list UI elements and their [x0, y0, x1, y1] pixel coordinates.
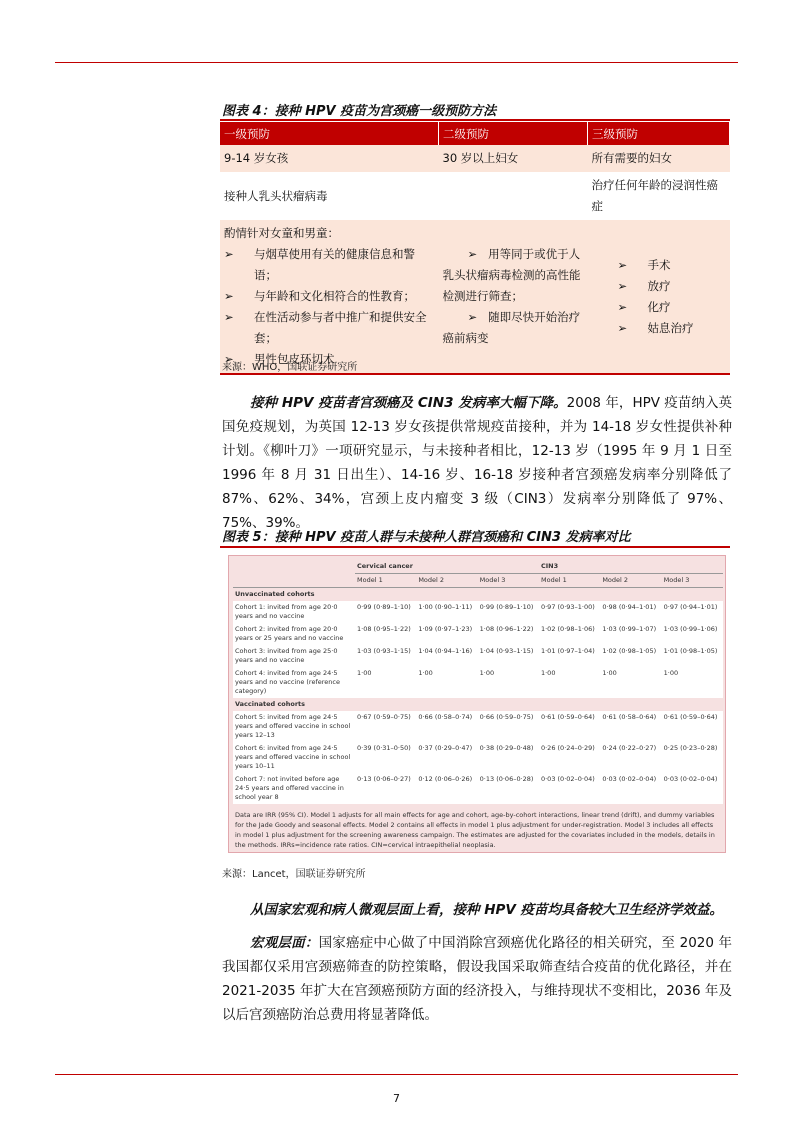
paragraph-lead: 宏观层面： [250, 935, 319, 951]
irr-value: 1·04 (0·94–1·16) [416, 645, 477, 667]
irr-value: 0·13 (0·06–0·27) [355, 773, 416, 804]
paragraph-macro [222, 931, 732, 1027]
cell: 9-14 岁女孩 [220, 145, 439, 172]
irr-value: 0·97 (0·93–1·00) [539, 601, 600, 623]
figure5-top-line [220, 546, 730, 548]
cohort-label: Cohort 5: invited from age 24·5 years and offered vaccine in school years 12–13 [233, 711, 355, 742]
figure5-table [233, 560, 723, 804]
paragraph-lead: 接种 HPV 疫苗者宫颈癌及 CIN3 发病率大幅下降。 [250, 395, 567, 411]
irr-value: 1·00 [600, 667, 661, 698]
section-label: Unvaccinated cohorts [235, 590, 315, 598]
figure4-source: 来源：WHO，国联证券研究所 [222, 362, 358, 373]
list-item: 放疗 [647, 278, 671, 293]
list-item: 用等同于或优于人乳头状瘤病毒检测的高性能检测进行筛查； [442, 247, 581, 303]
model-header: Model 2 [416, 574, 477, 588]
bullet-arrow-icon: ➢ [617, 299, 628, 314]
irr-value: 1·00 [539, 667, 600, 698]
paragraph-economic-summary [222, 898, 732, 922]
list-item: 手术 [647, 257, 671, 272]
irr-value: 0·24 (0·22–0·27) [600, 742, 661, 773]
irr-value: 0·12 (0·06–0·26) [416, 773, 477, 804]
list-item: 男性包皮环切术 [254, 352, 335, 366]
bullet-arrow-icon: ➢ [224, 310, 234, 324]
figure5-note: Data are IRR (95% CI). Model 1 adjusts for all main effects for age and cohort, age-by-cohort interactions, linear trend (drift), and dummy variables for the Jade Goody and seasonal effects. Model 2 contains all effects in model 1 plus adjustment for under-registration. Model 3 includes all effects in model 1 plus adjustment for the screening awareness campaign. The estimates are adjusted for the covariates included in the models, details in the methods. IRRs=incidence rate ratios. CIN=cervical intraepithelial neoplasia. [235, 811, 715, 849]
irr-value: 1·00 [662, 667, 723, 698]
irr-value: 0·37 (0·29–0·47) [416, 742, 477, 773]
model-header: Model 1 [539, 574, 600, 588]
bullet-arrow-icon: ➢ [617, 320, 628, 335]
irr-value: 0·39 (0·31–0·50) [355, 742, 416, 773]
header-rule [55, 62, 738, 63]
irr-value: 0·26 (0·24–0·29) [539, 742, 600, 773]
figure5-table-image [228, 555, 726, 853]
list-item: 与烟草使用有关的健康信息和警语； [254, 247, 415, 282]
bullet-arrow-icon: ➢ [617, 278, 628, 293]
irr-value: 0·99 (0·89–1·10) [355, 601, 416, 623]
bullet-arrow-icon: ➢ [224, 247, 234, 261]
cohort-label: Cohort 6: invited from age 24·5 years and offered vaccine in school years 10–11 [233, 742, 355, 773]
paragraph-vaccine-effect [222, 391, 732, 535]
figure4-top-line [220, 119, 730, 121]
cell: 所有需要的妇女 [588, 145, 730, 172]
irr-value: 1·08 (0·96–1·22) [478, 623, 539, 645]
section-label: Vaccinated cohorts [235, 700, 306, 708]
table-row [233, 601, 723, 623]
cell: 接种人乳头状瘤病毒 [224, 188, 328, 203]
cohort-label: Cohort 7: not invited before age 24·5 years and offered vaccine in school year 8 [233, 773, 355, 804]
irr-value: 0·03 (0·02–0·04) [539, 773, 600, 804]
irr-value: 0·66 (0·58–0·74) [416, 711, 477, 742]
model-header: Model 1 [355, 574, 416, 588]
list-item: 与年龄和文化相符合的性教育； [254, 289, 415, 303]
cell: 治疗任何年龄的浸润性癌症 [591, 178, 718, 213]
irr-value: 0·98 (0·94–1·01) [600, 601, 661, 623]
bullet-arrow-icon: ➢ [617, 257, 628, 272]
irr-value: 0·61 (0·58–0·64) [600, 711, 661, 742]
table-row [233, 711, 723, 742]
irr-value: 1·00 [355, 667, 416, 698]
irr-value: 1·08 (0·95–1·22) [355, 623, 416, 645]
bullet-arrow-icon: ➢ [224, 289, 234, 303]
irr-value: 0·13 (0·06–0·28) [478, 773, 539, 804]
list-item: 随即尽快开始治疗癌前病变 [442, 310, 581, 345]
cell [439, 172, 588, 220]
table-row [233, 773, 723, 804]
figure4-title: 图表 4：接种 HPV 疫苗为宫颈癌一级预防方法 [222, 104, 497, 119]
irr-value: 0·99 (0·89–1·10) [478, 601, 539, 623]
cohort-label: Cohort 1: invited from age 20·0 years and no vaccine [233, 601, 355, 623]
irr-value: 0·66 (0·59–0·75) [478, 711, 539, 742]
irr-value: 1·03 (0·99–1·07) [600, 623, 661, 645]
irr-value: 1·02 (0·98–1·05) [600, 645, 661, 667]
cell: 30 岁以上妇女 [439, 145, 588, 172]
figure5-title: 图表 5：接种 HPV 疫苗人群与未接种人群宫颈癌和 CIN3 发病率对比 [222, 530, 631, 545]
group-header: CIN3 [539, 560, 723, 574]
irr-value: 1·00 [416, 667, 477, 698]
bullet-arrow-icon: ➢ [467, 310, 478, 324]
irr-value: 1·09 (0·97–1·23) [416, 623, 477, 645]
header-secondary: 二级预防 [439, 122, 588, 145]
irr-value: 1·00 (0·90–1·11) [416, 601, 477, 623]
list-item: 化疗 [647, 299, 671, 314]
table-row [233, 667, 723, 698]
table-row [233, 645, 723, 667]
model-header: Model 2 [600, 574, 661, 588]
cohort-label: Cohort 4: invited from age 24·5 years and no vaccine (reference category) [233, 667, 355, 698]
irr-value: 1·00 [478, 667, 539, 698]
model-header: Model 3 [478, 574, 539, 588]
irr-value: 0·03 (0·02–0·04) [600, 773, 661, 804]
cohort-label: Cohort 2: invited from age 20·0 years or 25 years and no vaccine [233, 623, 355, 645]
irr-value: 0·25 (0·23–0·28) [662, 742, 723, 773]
bullet-arrow-icon: ➢ [224, 352, 234, 366]
intro-text: 酌情针对女童和男童： [224, 226, 339, 240]
irr-value: 1·02 (0·98–1·06) [539, 623, 600, 645]
cohort-label: Cohort 3: invited from age 25·0 years and no vaccine [233, 645, 355, 667]
model-header: Model 3 [662, 574, 723, 588]
irr-value: 0·61 (0·59–0·64) [539, 711, 600, 742]
irr-value: 1·03 (0·99–1·06) [662, 623, 723, 645]
irr-value: 0·03 (0·02–0·04) [662, 773, 723, 804]
irr-value: 0·67 (0·59–0·75) [355, 711, 416, 742]
paragraph-body: 国家癌症中心做了中国消除宫颈癌优化路径的相关研究，至 2020 年我国都仅采用宫颈癌筛查的防控策略，假设我国采取筛查结合疫苗的优化路径，并在 2021-2035 年扩大在宫颈癌预防方面的经济投入，与维持现状不变相比，2036 年及以后宫颈癌防治总费用将显著降低。 [222, 935, 732, 1023]
secondary-measures [439, 220, 588, 374]
table-row [233, 623, 723, 645]
table-row [233, 742, 723, 773]
header-tertiary: 三级预防 [588, 122, 730, 145]
list-item: 在性活动参与者中推广和提供安全套； [254, 310, 427, 345]
footer-rule [55, 1074, 738, 1075]
irr-value: 1·03 (0·93–1·15) [355, 645, 416, 667]
tertiary-measures [588, 220, 730, 374]
primary-measures [220, 220, 439, 374]
irr-value: 0·38 (0·29–0·48) [478, 742, 539, 773]
paragraph-lead: 从国家宏观和病人微观层面上看，接种 HPV 疫苗均具备较大卫生经济学效益。 [250, 902, 724, 918]
irr-value: 0·97 (0·94–1·01) [662, 601, 723, 623]
bullet-arrow-icon: ➢ [467, 247, 478, 261]
group-header: Cervical cancer [355, 560, 539, 574]
figure5-source: 来源：Lancet，国联证券研究所 [222, 869, 366, 880]
list-item: 姑息治疗 [647, 320, 694, 335]
figure4-table [220, 122, 730, 375]
paragraph-body: 2008 年，HPV 疫苗纳入英国免疫规划，为英国 12-13 岁女孩提供常规疫苗接种，并为 14-18 岁女性提供补种计划。《柳叶刀》一项研究显示，与未接种者相比，12-13 岁（1995 年 9 月 1 日至 1996 年 8 月 31 日出生）、14-16 岁、16-18 岁接种者宫颈癌发病率分别降低了 87%、62%、34%，宫颈上皮内瘤变 3 级（CIN3）发病率分别降低了 97%、75%、39%。 [222, 395, 733, 531]
header-primary: 一级预防 [220, 122, 439, 145]
irr-value: 0·61 (0·59–0·64) [662, 711, 723, 742]
irr-value: 1·01 (0·97–1·04) [539, 645, 600, 667]
irr-value: 1·04 (0·93–1·15) [478, 645, 539, 667]
irr-value: 1·01 (0·98–1·05) [662, 645, 723, 667]
page-number: 7 [393, 1092, 400, 1105]
